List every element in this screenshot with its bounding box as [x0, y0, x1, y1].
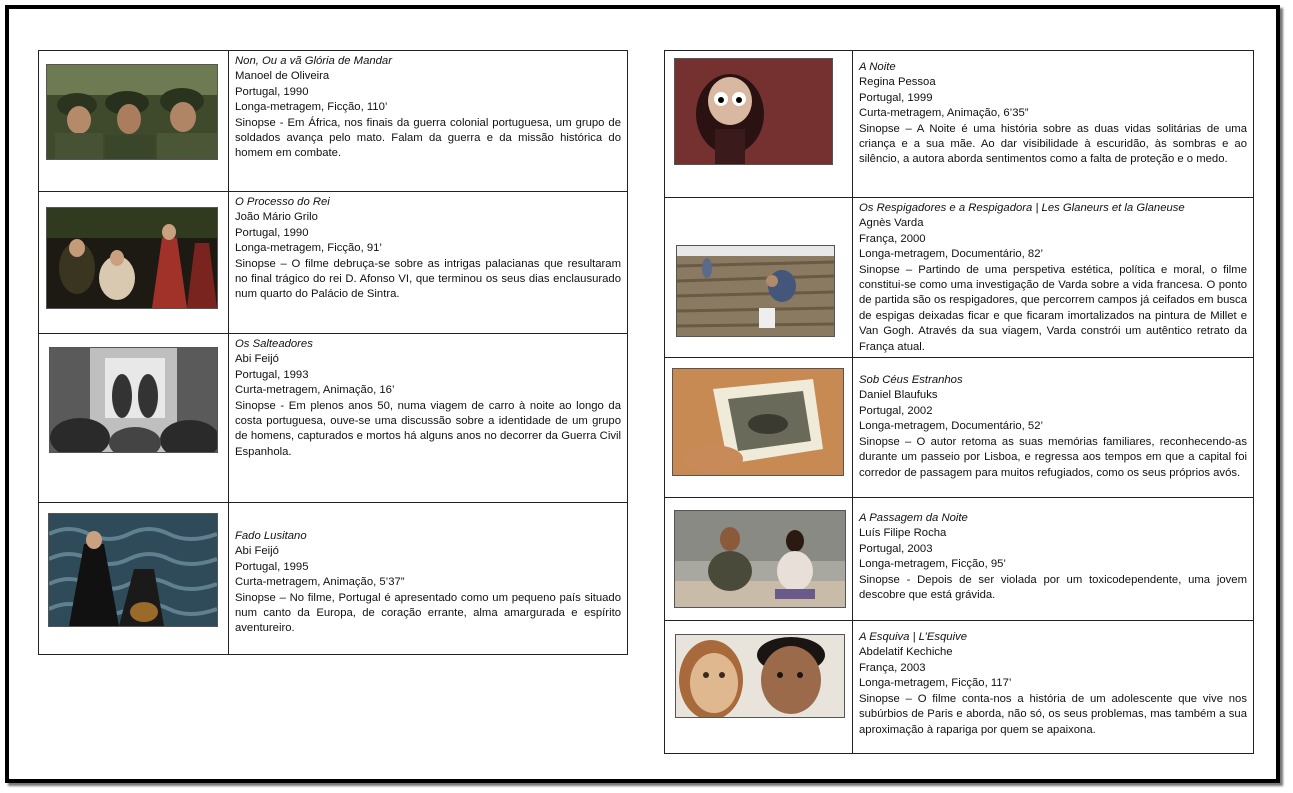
film-synopsis: Sinopse – Partindo de uma perspetiva estética, política e moral, o filme constitui-se como uma investigação de Varda sobre a vida francesa. O ponto de partida são os respigadores, que percorrem campos já ceifados em busca de espigas deixadas ficar e que ficaram imortalizados na pintura de Millet e Van Gogh. Através da sua viagem, Varda constrói um autêntico retrato da França atual.	[859, 263, 1247, 353]
film-title: Non, Ou a vã Glória de Mandar	[235, 55, 392, 67]
film-still-cell	[665, 198, 853, 358]
film-director: Abi Feijó	[235, 353, 279, 366]
film-director: Daniel Blaufuks	[859, 389, 938, 402]
film-still-bandits	[49, 347, 218, 453]
film-info	[229, 192, 628, 334]
film-still-cell	[39, 503, 229, 655]
film-row	[665, 358, 1254, 498]
film-director: Agnès Varda	[859, 217, 924, 230]
film-row	[665, 621, 1254, 754]
film-row	[39, 192, 628, 334]
film-synopsis: Sinopse - Depois de ser violada por um toxicodependente, uma jovem descobre que está grávida.	[859, 573, 1247, 602]
film-still-cell	[665, 51, 853, 198]
film-still-cell	[39, 334, 229, 503]
film-format: Longa-metragem, Ficção, 110’	[235, 101, 388, 114]
film-row	[665, 198, 1254, 358]
film-format: Curta-metragem, Animação, 5’37”	[235, 576, 405, 589]
film-synopsis: Sinopse - Em plenos anos 50, numa viagem de carro à noite ao longo da costa portuguesa, ouve-se uma discussão sobre a identidade de um grupo de homens, capturados e mortos há alguns anos no decorrer da Guerra Civil Espanhola.	[235, 399, 621, 458]
film-row	[39, 503, 628, 655]
film-country-year: Portugal, 2003	[859, 542, 933, 555]
film-country-year: França, 2003	[859, 661, 926, 674]
film-director: Regina Pessoa	[859, 76, 936, 89]
film-synopsis: Sinopse – O filme debruça-se sobre as intrigas palacianas que resultaram no final trágico do rei D. Afonso VI, que terminou os seus dias enclausurado num quarto do Palácio de Sintra.	[235, 257, 621, 301]
film-synopsis: Sinopse – O filme conta-nos a história de um adolescente que vive nos subúrbios de Paris e aborda, não só, os seus problemas, mas também a sua aproximação à rapariga por quem se apaixona.	[859, 692, 1247, 736]
film-still-teens	[675, 634, 845, 718]
film-info	[853, 198, 1254, 358]
film-still-gleaners	[676, 245, 835, 337]
film-title: Sob Céus Estranhos	[859, 374, 963, 387]
film-still-soldiers	[46, 64, 218, 160]
film-format: Longa-metragem, Ficção, 95’	[859, 558, 1006, 571]
film-still-cell	[665, 498, 853, 621]
film-info	[853, 51, 1254, 198]
film-title: O Processo do Rei	[235, 196, 330, 208]
film-country-year: Portugal, 1999	[859, 91, 933, 104]
film-country-year: Portugal, 1993	[235, 368, 309, 381]
film-row	[39, 51, 628, 192]
film-still-child	[674, 58, 833, 165]
film-title: Os Respigadores e a Respigadora | Les Glaneurs et la Glaneuse	[859, 202, 1185, 214]
film-director: Abdelatif Kechiche	[859, 646, 953, 659]
film-title: Os Salteadores	[235, 338, 313, 350]
film-info	[853, 358, 1254, 498]
film-format: Longa-metragem, Documentário, 52’	[859, 420, 1043, 433]
film-country-year: Portugal, 1990	[235, 85, 309, 98]
film-country-year: França, 2000	[859, 232, 926, 245]
film-table-right	[664, 50, 1254, 754]
film-format: Curta-metragem, Animação, 16’	[235, 384, 395, 397]
film-row	[39, 334, 628, 503]
film-format: Longa-metragem, Ficção, 117’	[859, 677, 1012, 690]
film-still-photograph	[672, 368, 844, 476]
film-synopsis: Sinopse – O autor retoma as suas memórias familiares, reconhecendo-as durante um passeio por Lisboa, e regressa aos tempos em que a capital foi corredor de passagem para muitos refugiados, como os seus próprios avós.	[859, 435, 1247, 479]
film-info	[853, 621, 1254, 754]
film-title: A Noite	[859, 61, 896, 73]
film-director: Abi Feijó	[235, 545, 279, 558]
film-row	[665, 498, 1254, 621]
film-country-year: Portugal, 1990	[235, 226, 309, 239]
film-title: Fado Lusitano	[235, 530, 307, 542]
film-still-cell	[39, 192, 229, 334]
film-title: A Passagem da Noite	[859, 512, 968, 525]
film-still-fado	[48, 513, 218, 627]
film-info	[229, 503, 628, 655]
film-format: Curta-metragem, Animação, 6’35”	[859, 107, 1029, 120]
film-still-cell	[665, 621, 853, 754]
film-format: Longa-metragem, Ficção, 91’	[235, 242, 382, 255]
film-title: A Esquiva | L’Esquive	[859, 631, 968, 644]
film-still-cell	[39, 51, 229, 192]
film-synopsis: Sinopse – No filme, Portugal é apresentado como um pequeno país situado num canto da Europa, de coração errante, alma amargurada e espírito aventureiro.	[235, 591, 621, 635]
film-synopsis: Sinopse - Em África, nos finais da guerra colonial portuguesa, um grupo de soldados avança pelo mato. Falam da guerra e da missão histórica do homem em combate.	[235, 116, 621, 160]
film-table-left	[38, 50, 628, 655]
film-director: Manoel de Oliveira	[235, 70, 330, 83]
film-country-year: Portugal, 1995	[235, 560, 309, 573]
film-director: João Mário Grilo	[235, 211, 318, 224]
film-still-court	[46, 207, 218, 309]
film-still-couple-sitting	[674, 510, 846, 608]
film-info	[229, 51, 628, 192]
film-format: Longa-metragem, Documentário, 82’	[859, 248, 1043, 261]
film-director: Luís Filipe Rocha	[859, 527, 947, 540]
film-info	[229, 334, 628, 503]
film-synopsis: Sinopse – A Noite é uma história sobre as duas vidas solitárias de uma criança e a sua mãe. Ao dar visibilidade à escuridão, às sombras e ao silêncio, a autora aborda sentimentos como a falta de proteção e o medo.	[859, 122, 1247, 166]
film-info	[853, 498, 1254, 621]
film-still-cell	[665, 358, 853, 498]
film-row	[665, 51, 1254, 198]
film-country-year: Portugal, 2002	[859, 404, 933, 417]
